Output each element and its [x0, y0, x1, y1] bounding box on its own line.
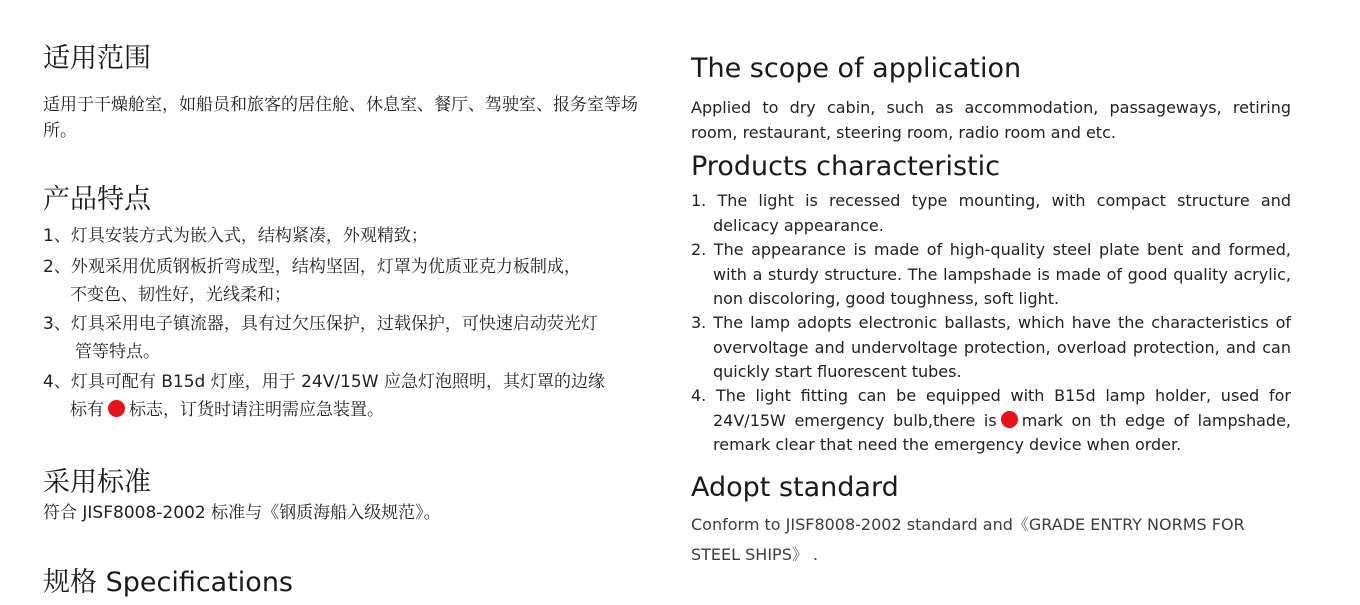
feature-item-cn-4-line2: [43, 396, 605, 424]
scope-title-en: The scope of application: [691, 53, 1022, 84]
feature-item-cn-3: [43, 310, 598, 366]
feature-item-cn-2-line2: 不变色、韧性好，光线柔和；: [70, 285, 291, 305]
feature-item-cn-1-line1: 1、灯具安装方式为嵌入式，结构紧凑，外观精致；: [43, 226, 428, 246]
feature-item-en-1: 1. The light is recessed type mounting, with compact structure and delicacy appearance.: [691, 191, 1291, 235]
feature-item-cn-1: [43, 222, 428, 250]
feature-item-en-2: 2. The appearance is made of high-quality steel plate bent and formed, with a sturdy structure. The lampshade is made of good quality acrylic, non discoloring, good toughness, soft light.: [691, 240, 1291, 308]
feature-item-cn-3-line1: 3、灯具采用电子镇流器，具有过欠压保护，过载保护，可快速启动荧光灯: [43, 314, 598, 334]
standard-text-cn: 符合 JISF8008-2002 标准与《钢质海船入级规范》。: [43, 503, 441, 523]
feature-item-en-4-pre: 4. The light fitting can be equipped with B15d lamp holder, used for 24V/15W emergency bulb,there is: [691, 386, 1291, 430]
feature-item-cn-2-line1: 2、外观采用优质钢板折弯成型，结构坚固，灯罩为优质亚克力板制成，: [43, 257, 581, 277]
specs-title: 规格 Specifications: [43, 567, 294, 598]
feature-item-cn-4-line2-pre: 标有: [70, 400, 104, 420]
feature-item-cn-4-line1: 4、灯具可配有 B15d 灯座，用于 24V/15W 应急灯泡照明，其灯罩的边缘: [43, 372, 605, 392]
scope-title-cn: 适用范围: [43, 43, 151, 74]
feature-item-en-3: 3. The lamp adopts electronic ballasts, which have the characteristics of overvoltage and undervoltage protection, overload protection, and can quickly start fluorescent tubes.: [691, 313, 1291, 381]
feature-item-cn-3-line2: 管等特点。: [75, 342, 160, 362]
standard-title-en: Adopt standard: [691, 472, 899, 503]
feature-item-en-4: [691, 384, 1291, 458]
feature-item-cn-4-line2-post: 标志，订货时请注明需应急装置。: [129, 400, 384, 420]
feature-item-en-4-post: mark on th edge of lampshade, remark clear that need the emergency device when order.: [713, 410, 1291, 454]
scope-text-cn: 适用于干燥舱室，如船员和旅客的居住舱、休息室、餐厅、驾驶室、报务室等场所。: [43, 95, 638, 141]
standard-text-en: Conform to JISF8008-2002 standard and《GRADE ENTRY NORMS FOR STEEL SHIPS》 .: [691, 515, 1245, 564]
feature-item-cn-2: [43, 253, 581, 309]
feature-item-cn-4: [43, 368, 605, 424]
scope-text-en: Applied to dry cabin, such as accommodation, passageways, retiring room, restaurant, steering room, radio room and etc.: [691, 98, 1291, 142]
features-title-cn: 产品特点: [43, 184, 151, 215]
red-dot-icon: [108, 400, 125, 417]
red-dot-icon: [1001, 411, 1018, 428]
features-title-en: Products characteristic: [691, 151, 1000, 182]
standard-title-cn: 采用标准: [43, 467, 151, 498]
